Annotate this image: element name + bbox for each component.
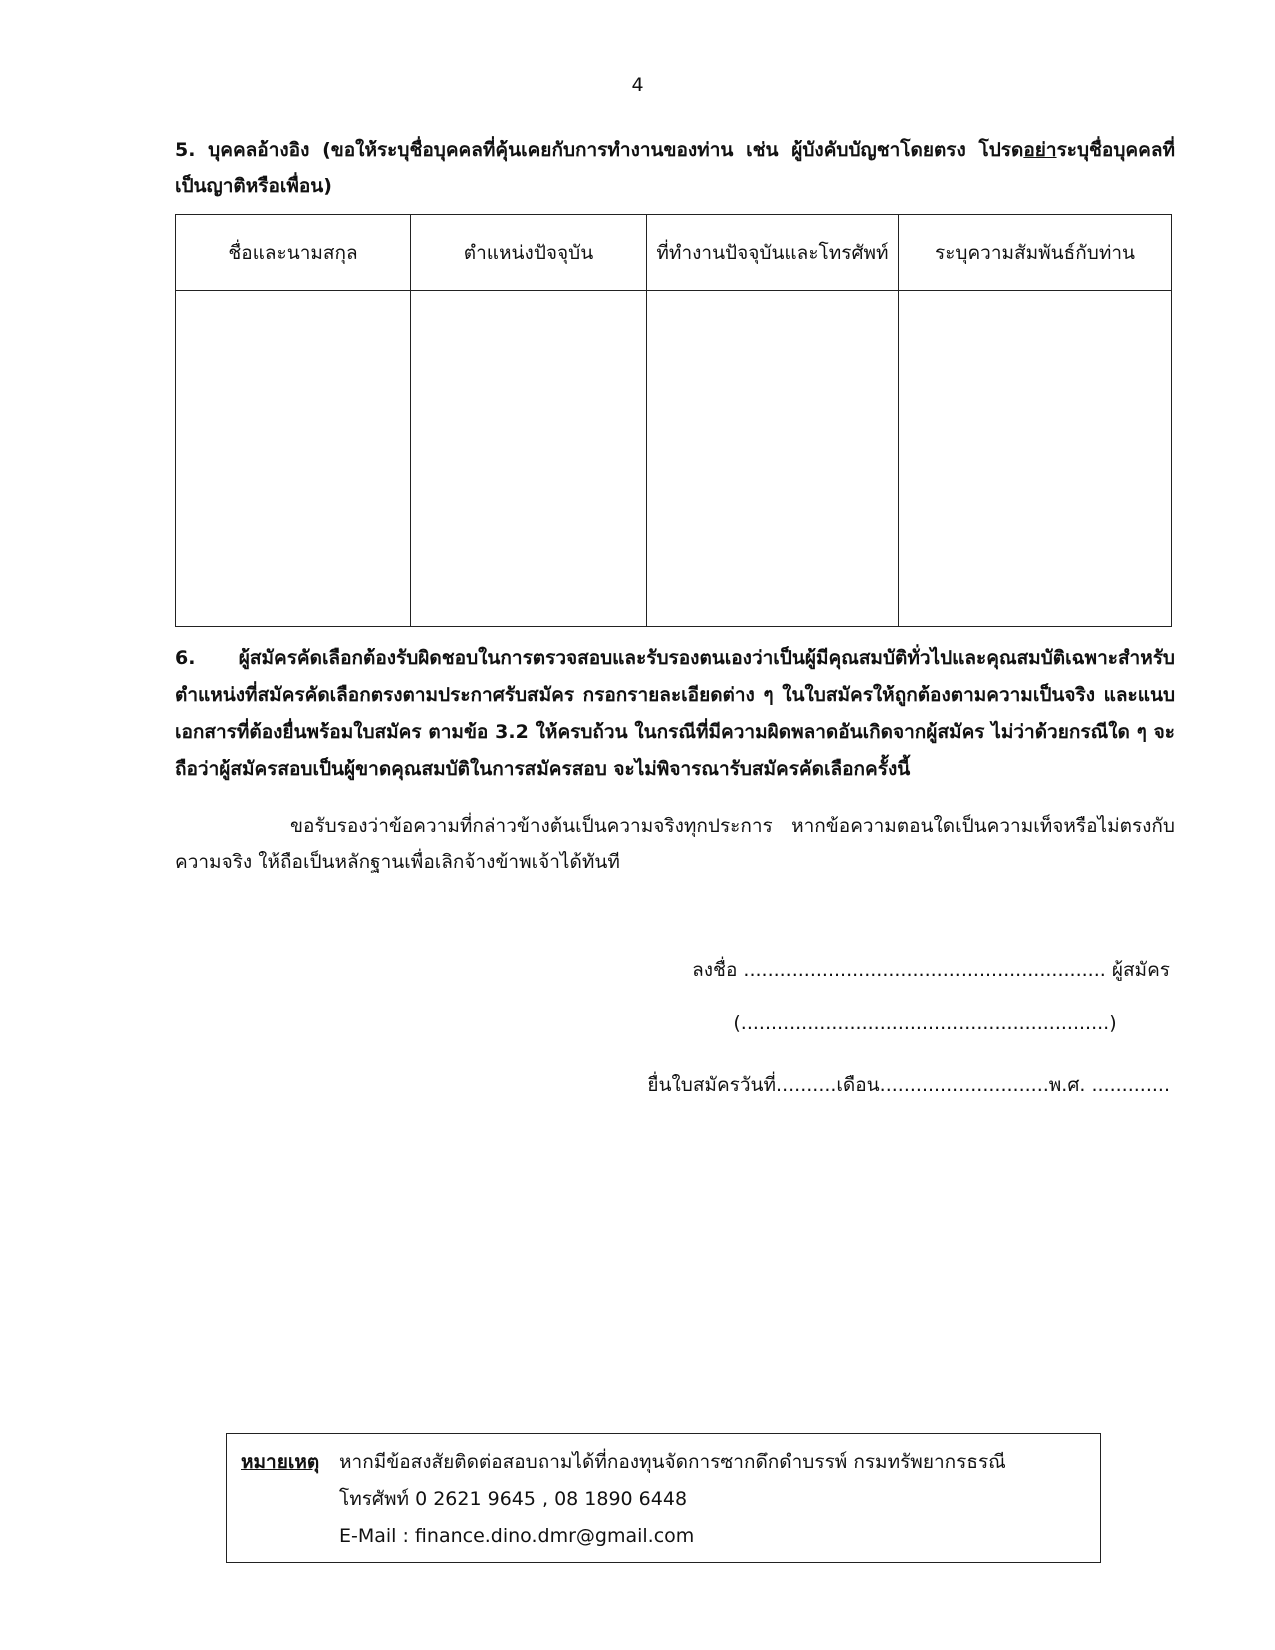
header-name: ชื่อและนามสกุล — [176, 215, 411, 291]
note-lines — [339, 1444, 1086, 1555]
note-line-email[interactable]: E-Mail : finance.dino.dmr@gmail.com — [339, 1525, 695, 1547]
note-row — [241, 1444, 1086, 1555]
cell-relationship[interactable] — [899, 291, 1172, 627]
printed-name-line[interactable]: (.............................................................) — [733, 1012, 1117, 1034]
note-line-contact: หากมีข้อสงสัยติดต่อสอบถามได้ที่กองทุนจัดการซากดึกดำบรรพ์ กรมทรัพยากรธรณี — [339, 1451, 1006, 1473]
header-workplace-phone: ที่ทำงานปัจจุบันและโทรศัพท์ — [647, 215, 899, 291]
section-5-underlined-word: อย่า — [1023, 139, 1057, 161]
header-relationship: ระบุความสัมพันธ์กับท่าน — [899, 215, 1172, 291]
header-position: ตำแหน่งปัจจุบัน — [411, 215, 647, 291]
submission-date-line[interactable]: ยื่นใบสมัครวันที่..........เดือน............................พ.ศ. ............. — [647, 1074, 1170, 1096]
section-6-statement: 6. ผู้สมัครคัดเลือกต้องรับผิดชอบในการตรวจสอบและรับรองตนเองว่าเป็นผู้มีคุณสมบัติทั่วไปและคุณสมบัติเฉพาะสำหรับตำแหน่งที่สมัครคัดเลือกตรงตามประกาศรับสมัคร กรอกรายละเอียดต่าง ๆ ในใบสมัครให้ถูกต้องตามความเป็นจริง และแนบเอกสารที่ต้องยื่นพร้อมใบสมัคร ตามข้อ 3.2 ให้ครบถ้วน ในกรณีที่มีความผิดพลาดอันเกิดจากผู้สมัคร ไม่ว่าด้วยกรณีใด ๆ จะถือว่าผู้สมัครสอบเป็นผู้ขาดคุณสมบัติในการสมัครสอบ จะไม่พิจารณารับสมัครคัดเลือกครั้งนี้ — [175, 647, 1175, 780]
section-5-lead: 5. บุคคลอ้างอิง (ขอให้ระบุชื่อบุคคลที่คุ้นเคยกับการทำงานของท่าน เช่น ผู้บังคับบัญชาโดยตรง โปรด — [175, 139, 1024, 161]
certification-text: ขอรับรองว่าข้อความที่กล่าวข้างต้นเป็นความจริงทุกประการ หากข้อความตอนใดเป็นความเท็จหรือไม่ตรงกับความจริง ให้ถือเป็นหลักฐานเพื่อเลิกจ้างข้าพเจ้าได้ทันที — [175, 815, 1175, 873]
reference-table — [175, 214, 1172, 627]
contact-note-box — [226, 1433, 1101, 1563]
page-number: 4 — [631, 74, 644, 96]
signature-line[interactable]: ลงชื่อ ............................................................ ผู้สมัคร — [692, 959, 1170, 981]
note-line-phone: โทรศัพท์ 0 2621 9645 , 08 1890 6448 — [339, 1488, 688, 1510]
section-5-reference-heading — [175, 132, 1175, 204]
cell-workplace-phone[interactable] — [647, 291, 899, 627]
certification-paragraph — [175, 808, 1175, 880]
cell-name[interactable] — [176, 291, 411, 627]
reference-table-header-row — [176, 215, 1172, 291]
cell-position[interactable] — [411, 291, 647, 627]
section-5-tail: ระบุชื่อบุคคลที่เป็นญาติหรือเพื่อน) — [175, 139, 1175, 197]
note-label: หมายเหตุ — [241, 1451, 320, 1473]
reference-table-row — [176, 291, 1172, 627]
